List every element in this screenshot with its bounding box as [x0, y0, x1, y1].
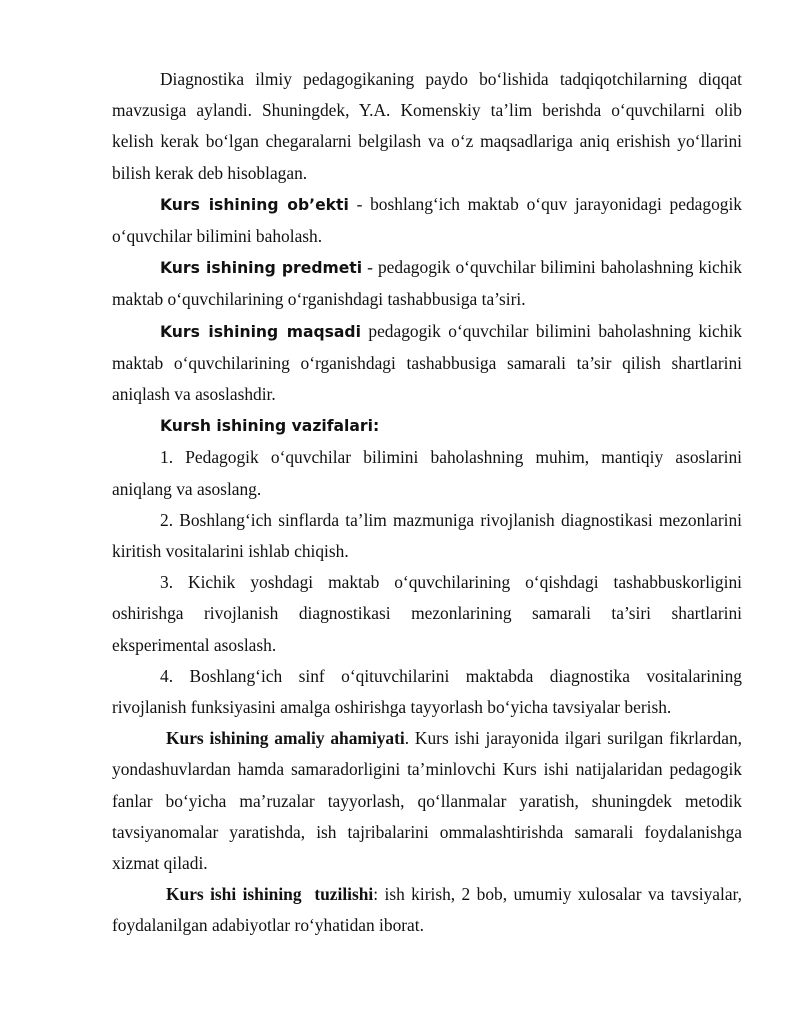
subject-label: Kurs ishining predmeti [160, 259, 363, 278]
task-item-2: 2. Boshlang‘ich sinflarda ta’lim mazmuniga rivojlanish diagnostikasi mezonlarini kiritish vositalarini ishlab chiqish. [112, 509, 742, 562]
object-text: - boshlang‘ich maktab o‘quv jarayonidagi pedagogik o‘quvchilar bilimini baholash. [112, 193, 742, 247]
subject-paragraph [112, 252, 742, 315]
task-item-4: 4. Boshlang‘ich sinf o‘qituvchilarini maktabda diagnostika vositalarining rivojlanish funksiyasini amalga oshirishga tayyorlash bo‘yicha tavsiyalar berish. [112, 665, 742, 718]
practical-text: . Kurs ishi jarayonida ilgari surilgan fikrlardan, yondashuvlardan hamda samaradorligini ta’minlovchi Kurs ishi natijalaridan pedagogik fanlar bo‘yicha ma’ruzalar tayyorlash, qo‘llanmalar yaratish, shuningdek metodik tavsiyanomalar yaratishda, ish tajribalarini ommalashtirishda samarali foydalanishga xizmat qiladi. [112, 728, 742, 874]
practical-label: Kurs ishining amaliy ahamiyati [166, 728, 405, 749]
tasks-heading [112, 410, 742, 442]
goal-text: pedagogik o‘quvchilar bilimini baholashning kichik maktab o‘quvchilarining o‘rganishdagi tashabbusiga samarali ta’sir qilish shartlarini aniqlash va asoslashdir. [112, 320, 742, 405]
structure-label: Kurs ishi ishining tuzilishi [166, 884, 374, 905]
task-item-1: 1. Pedagogik o‘quvchilar bilimini baholashning muhim, mantiqiy asoslarini aniqlang va asoslang. [112, 447, 742, 499]
practical-paragraph [112, 723, 742, 879]
tasks-heading-text: Kursh ishining vazifalari: [160, 417, 380, 436]
intro-paragraph: Diagnostika ilmiy pedagogikaning paydo bo‘lishida tadqiqotchilarning diqqat mavzusiga aylandi. Shuningdek, Y.A. Komenskiy ta’lim berishda o‘quvchilarni olib kelish kerak bo‘lgan chegaralarni belgilash va o‘z maqsadlariga aniq erishish yo‘llarini bilish kerak deb hisoblagan. [112, 69, 742, 183]
object-label: Kurs ishining ob’ekti [160, 195, 349, 214]
structure-text: : ish kirish, 2 bob, umumiy xulosalar va tavsiyalar, foydalanilgan adabiyotlar ro‘yhatidan iborat. [112, 884, 742, 936]
document-page [112, 64, 742, 942]
goal-paragraph [112, 316, 742, 411]
structure-paragraph [112, 879, 742, 941]
subject-text: - pedagogik o‘quvchilar bilimini baholashning kichik maktab o‘quvchilarining o‘rganishdagi tashabbusiga ta’siri. [112, 257, 742, 310]
task-item-3: 3. Kichik yoshdagi maktab o‘quvchilarining o‘qishdagi tashabbuskorligini oshirishga rivojlanish diagnostikasi mezonlarining samarali ta’siri shartlarini eksperimental asoslash. [112, 572, 742, 655]
goal-label: Kurs ishining maqsadi [160, 322, 361, 341]
object-paragraph [112, 189, 742, 252]
